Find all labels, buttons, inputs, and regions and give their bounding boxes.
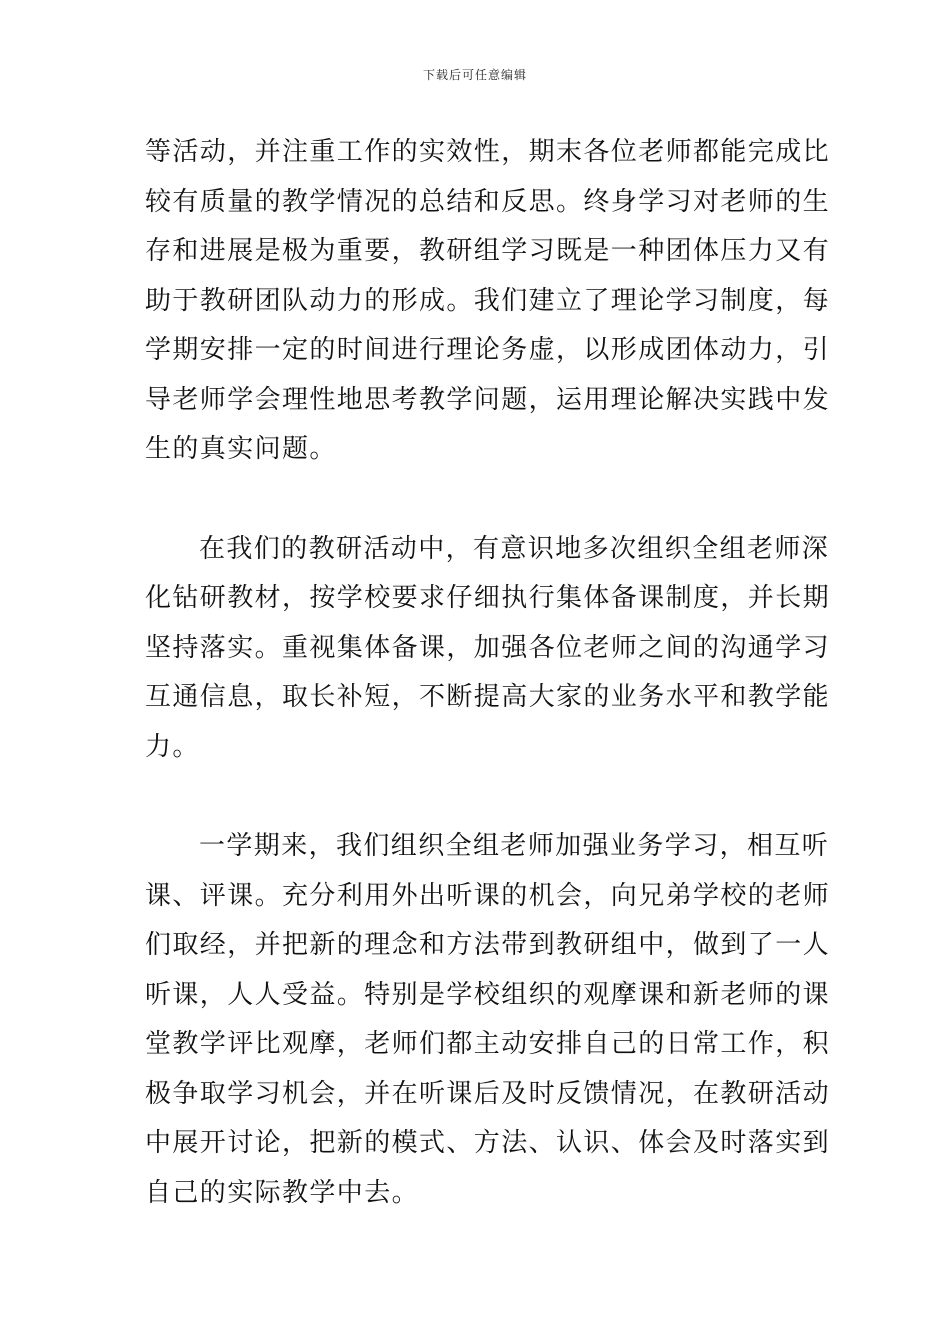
paragraph-line: 中展开讨论，把新的模式、方法、认识、体会及时落实到 <box>145 1128 831 1158</box>
paragraph-line: 一学期来，我们组织全组老师加强业务学习，相互听 <box>199 831 830 861</box>
paragraph-line: 生的真实问题。 <box>145 434 337 464</box>
paragraph-line: 极争取学习机会，并在听课后及时反馈情况，在教研活动 <box>145 1078 831 1109</box>
paragraph-gap <box>145 475 815 525</box>
paragraph-line: 导老师学会理性地思考教学问题，运用理论解决实践中发 <box>145 384 831 415</box>
paragraph-line: 们取经，并把新的理念和方法带到教研组中，做到了一人 <box>145 930 831 960</box>
paragraph-line: 堂教学评比观摩，老师们都主动安排自己的日常工作，积 <box>145 1029 831 1059</box>
paragraph-3 <box>145 822 831 1218</box>
paragraph-line: 听课，人人受益。特别是学校组织的观摩课和新老师的课 <box>145 979 831 1010</box>
document-body <box>145 128 831 1218</box>
paragraph-line: 助于教研团队动力的形成。我们建立了理论学习制度，每 <box>145 285 831 316</box>
paragraph-line: 互通信息，取长补短，不断提高大家的业务水平和教学能 <box>145 682 831 712</box>
paragraph-line: 坚持落实。重视集体备课，加强各位老师之间的沟通学习 <box>145 632 831 663</box>
paragraph-line: 较有质量的教学情况的总结和反思。终身学习对老师的生 <box>145 186 831 217</box>
paragraph-line: 课、评课。充分利用外出听课的机会，向兄弟学校的老师 <box>145 880 831 911</box>
paragraph-2 <box>145 525 831 773</box>
paragraph-line: 力。 <box>145 731 200 762</box>
paragraph-1 <box>145 128 831 475</box>
paragraph-line: 等活动，并注重工作的实效性，期末各位老师都能完成比 <box>145 137 831 167</box>
paragraph-line: 在我们的教研活动中，有意识地多次组织全组老师深 <box>199 533 830 564</box>
paragraph-line: 存和进展是极为重要，教研组学习既是一种团体压力又有 <box>145 236 831 266</box>
paragraph-line: 化钻研教材，按学校要求仔细执行集体备课制度，并长期 <box>145 583 831 613</box>
paragraph-line: 自己的实际教学中去。 <box>145 1177 420 1208</box>
paragraph-gap <box>145 772 815 822</box>
header-note: 下载后可任意编辑 <box>422 68 527 82</box>
paragraph-line: 学期安排一定的时间进行理论务虚，以形成团体动力，引 <box>145 335 831 365</box>
